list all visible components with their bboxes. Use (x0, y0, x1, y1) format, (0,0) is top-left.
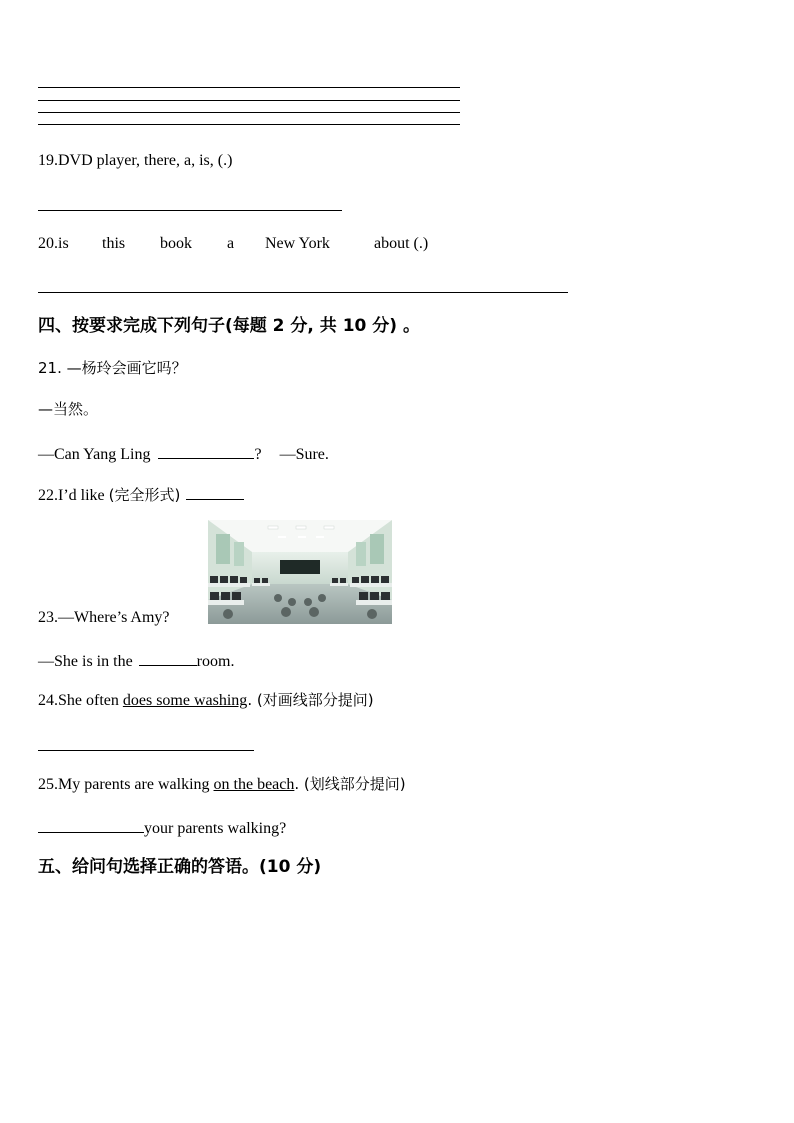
q20-word: a (227, 235, 235, 252)
question-21-en (38, 442, 329, 465)
question-24 (38, 690, 374, 711)
question-23: 23.—Where’s Amy? (38, 609, 170, 626)
q25-end: . (划线部分提问) (294, 775, 406, 793)
q22-note: (完全形式) (108, 486, 181, 504)
computer-room-photo (208, 520, 392, 624)
question-21-answer-cn: —当然。 (38, 400, 99, 418)
question-25 (38, 774, 406, 795)
q23-blank[interactable] (139, 649, 197, 666)
q20-word: this (102, 235, 126, 252)
q22-start: 22.I’d like (38, 487, 105, 504)
question-21-prompt: 21. —杨玲会画它吗？ (38, 359, 187, 377)
q25-blank[interactable] (38, 816, 144, 833)
question-20 (38, 234, 458, 254)
q20-word: book (160, 235, 192, 252)
q24-start: 24.She often (38, 692, 123, 709)
answer-line-24[interactable] (38, 750, 254, 751)
q24-underlined: does some washing (122, 692, 248, 709)
q20-word: about (.) (374, 235, 429, 252)
answer-line (38, 112, 460, 113)
question-23-answer (38, 649, 234, 672)
q25-underlined: on the beach (213, 776, 295, 793)
answer-line-19[interactable] (38, 210, 342, 211)
q23-answer-start: —She is in the (38, 653, 133, 670)
q21-blank[interactable] (158, 442, 254, 459)
answer-line (38, 100, 460, 101)
q20-word: New York (265, 235, 330, 252)
section-4-heading: 四、按要求完成下列句子(每题 2 分, 共 10 分) 。 (38, 316, 420, 336)
section-5-heading: 五、给问句选择正确的答语。(10 分) (38, 857, 322, 877)
q21-en-start: —Can Yang Ling (38, 446, 151, 463)
question-22 (38, 483, 244, 506)
answer-line (38, 124, 460, 125)
q24-end: . (对画线部分提问) (247, 691, 374, 709)
q25-answer-end: your parents walking? (144, 820, 287, 837)
question-25-answer (38, 816, 286, 839)
answer-line-20[interactable] (38, 292, 568, 293)
answer-line (38, 87, 460, 88)
q23-answer-end: room. (196, 653, 235, 670)
q21-en-reply: —Sure. (279, 446, 329, 463)
q22-blank[interactable] (186, 483, 244, 500)
q21-en-end: ? (254, 446, 262, 463)
question-19: 19.DVD player, there, a, is, (.) (38, 152, 233, 169)
q20-num: 20.is (38, 235, 69, 252)
q25-start: 25.My parents are walking (38, 776, 214, 793)
